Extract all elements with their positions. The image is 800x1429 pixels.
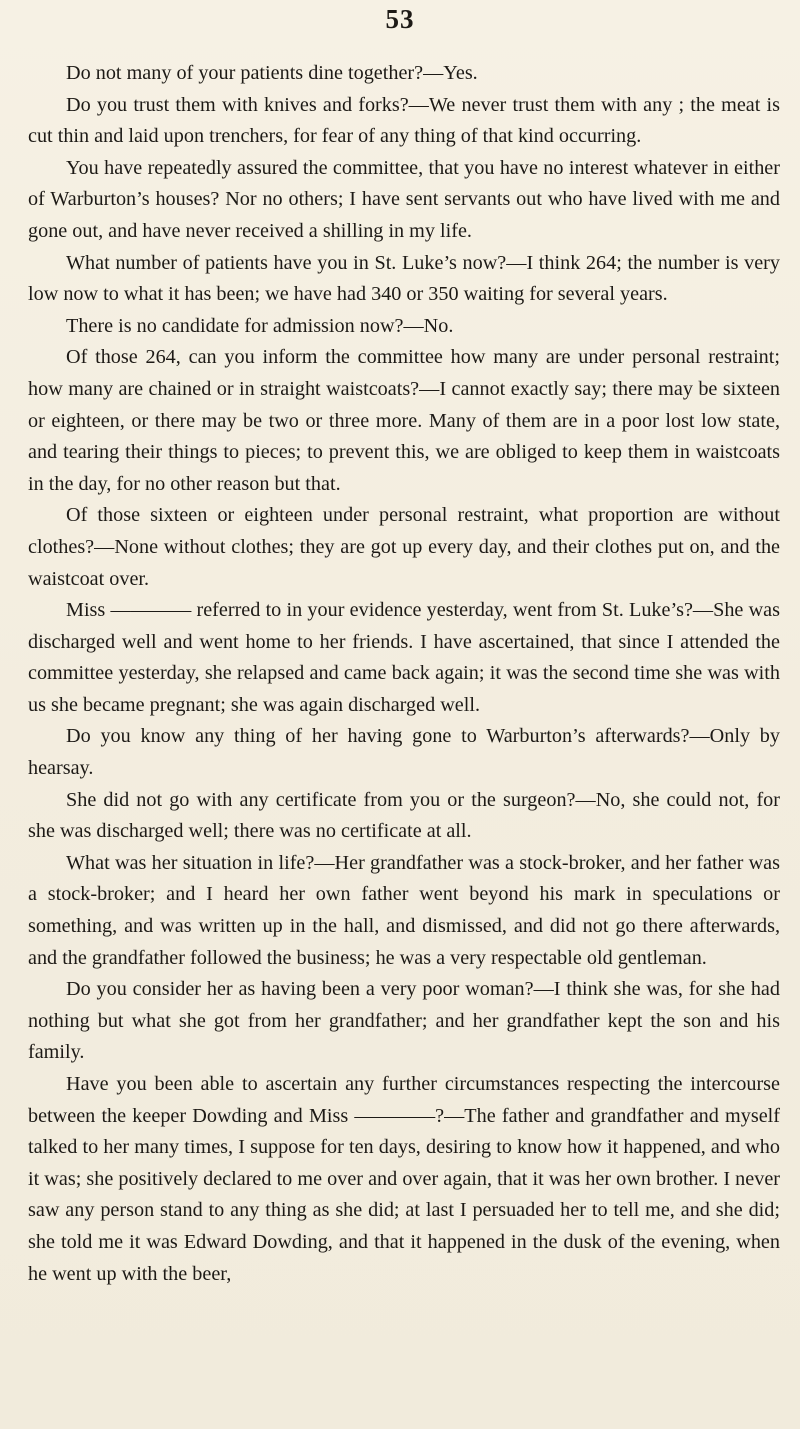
paragraph: There is no candidate for admission now?—No.: [66, 314, 454, 337]
page-number: 53: [385, 4, 415, 34]
paragraph: Of those 264, can you inform the committee how many are under personal restraint; how many are chained or in straight waistcoats?—I cannot exactly say; there may be sixteen or eighteen, or there may be two or three more. Many of them are in a poor lost low state, and tearing their things to pieces; to prevent this, we are obliged to keep them in waistcoats in the day, for no other reason but that.: [28, 346, 780, 495]
paragraph: You have repeatedly assured the committee, that you have no interest whatever in either of Warburton’s houses? Nor no others; I have sent servants out who have lived with me and gone out, and have never received a shilling in my life.: [28, 156, 780, 242]
paragraph: Do you consider her as having been a very poor woman?—I think she was, for she had nothing but what she got from her grandfather; and her grandfather kept the son and his family.: [28, 978, 780, 1064]
paragraph: Do not many of your patients dine together?—Yes.: [66, 62, 478, 84]
paragraph: Miss ———— referred to in your evidence yesterday, went from St. Luke’s?—She was discharged well and went home to her friends. I have ascertained, that since I attended the committee yesterday, she relapsed and came back again; it was the second time she was with us she became pregnant; she was again discharged well.: [28, 599, 780, 716]
paragraph: Of those sixteen or eighteen under personal restraint, what proportion are without clothes?—None without clothes; they are got up every day, and their clothes put on, and the waistcoat over.: [28, 504, 780, 590]
paragraph: Do you trust them with knives and forks?—We never trust them with any ; the meat is cut thin and laid upon trenchers, for fear of any thing of that kind occurring.: [28, 93, 780, 148]
paragraph: Do you know any thing of her having gone to Warburton’s afterwards?—Only by hearsay.: [28, 725, 780, 780]
paragraph: What number of patients have you in St. Luke’s now?—I think 264; the number is very low now to what it has been; we have had 340 or 350 waiting for several years.: [28, 251, 780, 306]
paragraph: Have you been able to ascertain any further circumstances respecting the intercourse between the keeper Dowding and Miss ————?—The father and grandfather and myself talked to her many times, I suppose for ten days, desiring to know how it happened, and who it was; she positively declared to me over and over again, that it was her own brother. I never saw any person stand to any thing as she did; at last I persuaded her to tell me, and she did; she told me it was Edward Dowding, and that it happened in the dusk of the evening, when he went up with the beer,: [28, 1073, 780, 1285]
paragraph: What was her situation in life?—Her grandfather was a stock-broker, and her father was a stock-broker; and I heard her own father went beyond his mark in speculations or something, and was written up in the hall, and dismissed, and did not go there afterwards, and the grandfather followed the business; he was a very respectable old gentleman.: [28, 851, 780, 969]
body-text: [28, 58, 780, 1290]
paragraph: She did not go with any certificate from you or the surgeon?—No, she could not, for she was discharged well; there was no certificate at all.: [28, 788, 780, 843]
